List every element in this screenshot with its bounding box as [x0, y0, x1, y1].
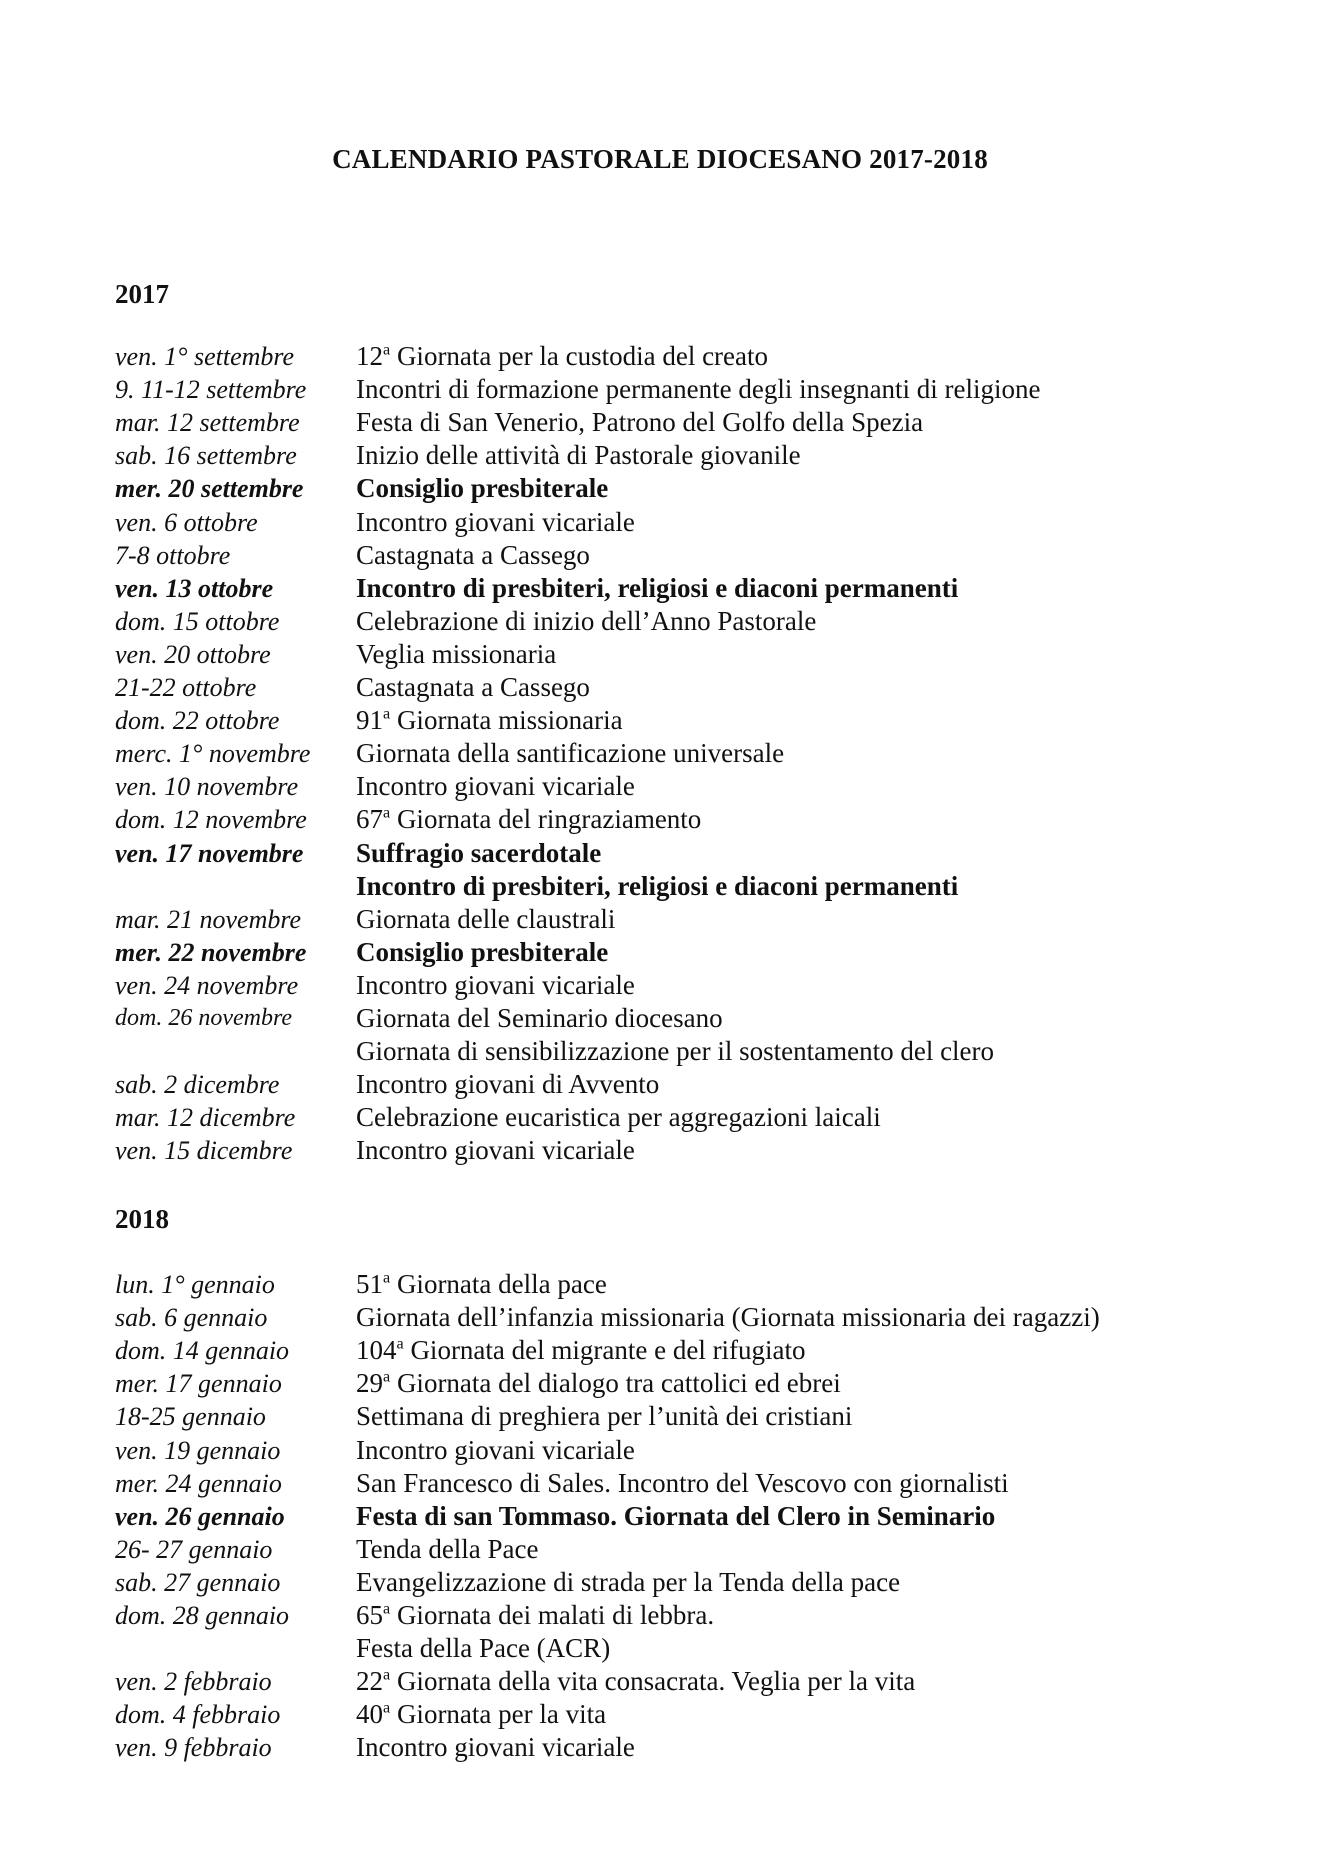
year-heading-2018: 2018 — [115, 1204, 169, 1234]
ordinal-suffix: a — [383, 1599, 391, 1618]
entry-date: sab. 27 gennaio — [115, 1567, 281, 1597]
event-text: Incontro di presbiteri, religiosi e diaconi permanenti — [356, 572, 959, 603]
entry-event — [356, 1500, 995, 1533]
entry-event — [356, 837, 601, 870]
entry-event — [356, 1400, 852, 1433]
entry-date: mar. 12 dicembre — [115, 1103, 296, 1133]
event-text: Incontro giovani vicariale — [356, 1135, 635, 1166]
event-text: San Francesco di Sales. Incontro del Vescovo con giornalisti — [356, 1467, 1009, 1498]
entry-date: ven. 9 febbraio — [115, 1733, 272, 1763]
event-text: Inizio delle attività di Pastorale giovanile — [356, 440, 801, 471]
event-text: Tenda della Pace — [356, 1533, 539, 1564]
entry-event — [356, 1698, 606, 1731]
entry-event — [356, 737, 784, 770]
entry-date: dom. 12 novembre — [115, 805, 307, 835]
event-text: Incontro giovani vicariale — [356, 1434, 635, 1465]
entry-date: dom. 28 gennaio — [115, 1601, 290, 1630]
ordinal-number: 12 — [356, 341, 383, 371]
entry-event — [356, 803, 701, 836]
event-text: Giornata di sensibilizzazione per il sostentamento del clero — [356, 1036, 995, 1067]
entry-date: dom. 22 ottobre — [115, 706, 280, 736]
ordinal-suffix: a — [383, 704, 391, 723]
entry-event — [356, 472, 608, 505]
entry-event — [356, 439, 801, 472]
entry-date: sab. 16 settembre — [115, 441, 297, 471]
ordinal-number: 65 — [356, 1600, 383, 1630]
entry-date: ven. 15 dicembre — [115, 1136, 293, 1166]
entry-event — [356, 770, 635, 803]
entry-date: 21-22 ottobre — [115, 673, 257, 702]
entry-event — [356, 1334, 806, 1367]
ordinal-number: 22 — [356, 1666, 383, 1697]
entry-event — [356, 1533, 539, 1566]
entry-date: mer. 17 gennaio — [115, 1369, 282, 1399]
event-text: Consiglio presbiterale — [356, 936, 609, 967]
entry-date: dom. 26 novembre — [115, 1005, 293, 1031]
entry-date: merc. 1° novembre — [115, 739, 311, 769]
entry-event — [356, 572, 958, 605]
entry-date: ven. 20 ottobre — [115, 639, 271, 669]
event-text: Incontro giovani vicariale — [356, 506, 635, 537]
event-text: Incontri di formazione permanente degli insegnanti di religione — [356, 374, 1041, 405]
entry-event — [356, 1467, 1009, 1500]
entry-date: ven. 19 gennaio — [115, 1435, 281, 1465]
event-text: Festa di san Tommaso. Giornata del Clero in Seminario — [356, 1500, 996, 1531]
event-text: Giornata per la vita — [396, 1699, 607, 1730]
entry-date: lun. 1° gennaio — [115, 1270, 275, 1299]
event-text: Giornata del ringraziamento — [396, 804, 702, 835]
entry-event — [356, 1268, 607, 1301]
entry-event — [356, 1731, 635, 1764]
entry-date: mer. 20 settembre — [115, 474, 304, 504]
ordinal-number: 104 — [356, 1335, 397, 1366]
event-text: Giornata della santificazione universale — [356, 738, 785, 769]
event-text: Castagnata a Cassego — [356, 539, 590, 570]
entry-event — [356, 704, 623, 737]
event-text: Suffragio sacerdotale — [356, 837, 602, 868]
entry-date: 26- 27 gennaio — [115, 1534, 273, 1564]
event-text: Giornata del dialogo tra cattolici ed ebrei — [396, 1368, 841, 1399]
entry-event — [356, 373, 1041, 406]
year-heading-2017: 2017 — [115, 279, 169, 309]
entry-date: ven. 13 ottobre — [115, 573, 274, 603]
entry-event — [356, 1599, 714, 1632]
entry-date: ven. 2 febbraio — [115, 1667, 272, 1697]
ordinal-suffix: a — [383, 1698, 391, 1717]
entry-date: dom. 15 ottobre — [115, 606, 280, 636]
entry-event — [356, 969, 635, 1002]
event-text: Incontro giovani di Avvento — [356, 1069, 660, 1100]
entry-date: ven. 1° settembre — [115, 342, 295, 371]
entry-date: dom. 4 febbraio — [115, 1700, 281, 1730]
event-text: Settimana di preghiera per l’unità dei cristiani — [356, 1401, 853, 1432]
event-text: Incontro giovani vicariale — [356, 771, 635, 802]
entry-event — [356, 1566, 900, 1599]
event-text: Consiglio presbiterale — [356, 473, 609, 504]
event-text: Giornata del Seminario diocesano — [356, 1003, 723, 1033]
ordinal-suffix: a — [383, 1367, 391, 1386]
ordinal-suffix: a — [383, 340, 391, 359]
entry-event — [356, 1068, 659, 1101]
entry-event — [356, 605, 816, 638]
ordinal-number: 29 — [356, 1368, 383, 1399]
entry-event — [356, 406, 923, 439]
event-text: Giornata delle claustrali — [356, 903, 616, 934]
event-text: Veglia missionaria — [356, 638, 557, 669]
entry-date: dom. 14 gennaio — [115, 1336, 290, 1366]
ordinal-number: 67 — [356, 804, 383, 835]
entry-date: mar. 12 settembre — [115, 408, 300, 438]
entry-event — [356, 1101, 881, 1134]
event-text: Incontro giovani vicariale — [356, 1732, 635, 1763]
ordinal-number: 51 — [356, 1269, 383, 1299]
entry-event — [356, 1002, 723, 1035]
entry-event — [356, 340, 768, 373]
event-text: Celebrazione eucaristica per aggregazioni laicali — [356, 1102, 881, 1133]
entry-event — [356, 903, 615, 936]
event-text: Incontro di presbiteri, religiosi e diaconi permanenti — [356, 870, 959, 901]
event-text: Giornata della vita consacrata. Veglia per la vita — [396, 1666, 916, 1697]
entry-event — [356, 506, 635, 539]
event-text: Celebrazione di inizio dell’Anno Pastorale — [356, 605, 817, 636]
entry-date: mer. 24 gennaio — [115, 1468, 282, 1498]
entry-date: sab. 2 dicembre — [115, 1070, 280, 1100]
entry-date: ven. 10 novembre — [115, 772, 299, 802]
event-text: Giornata missionaria — [396, 705, 623, 736]
ordinal-suffix: a — [383, 1665, 391, 1684]
entry-date: sab. 6 gennaio — [115, 1303, 268, 1333]
entry-event — [356, 671, 590, 704]
event-text: Festa di San Venerio, Patrono del Golfo della Spezia — [356, 407, 924, 438]
ordinal-suffix: a — [383, 803, 391, 822]
event-text: Giornata dell’infanzia missionaria (Giornata missionaria dei ragazzi) — [356, 1302, 1100, 1333]
ordinal-suffix: a — [396, 1334, 404, 1353]
entry-date: 9. 11-12 settembre — [115, 375, 307, 405]
entry-date: ven. 26 gennaio — [115, 1501, 285, 1531]
entry-date: ven. 24 novembre — [115, 970, 299, 1000]
event-text: Incontro giovani vicariale — [356, 969, 635, 1000]
entry-event — [356, 936, 608, 969]
entry-event — [356, 1035, 994, 1068]
ordinal-number: 91 — [356, 705, 383, 736]
entry-event — [356, 1632, 610, 1665]
event-text: Giornata dei malati di lebbra. — [396, 1600, 715, 1630]
event-text: Castagnata a Cassego — [356, 672, 590, 702]
entry-event — [356, 539, 590, 572]
entry-date: mar. 21 novembre — [115, 904, 302, 934]
ordinal-number: 40 — [356, 1699, 383, 1730]
event-text: Giornata per la custodia del creato — [396, 341, 769, 371]
entry-event — [356, 870, 958, 903]
entry-event — [356, 1367, 841, 1400]
entry-date: mer. 22 novembre — [115, 937, 307, 967]
entry-date: 18-25 gennaio — [115, 1402, 266, 1432]
event-text: Festa della Pace (ACR) — [356, 1633, 611, 1664]
ordinal-suffix: a — [383, 1268, 391, 1287]
page-title: CALENDARIO PASTORALE DIOCESANO 2017-2018 — [332, 144, 988, 174]
event-text: Giornata del migrante e del rifugiato — [410, 1335, 806, 1366]
entry-event — [356, 1301, 1100, 1334]
entry-event — [356, 1665, 915, 1698]
event-text: Giornata della pace — [396, 1269, 607, 1299]
entry-event — [356, 1434, 635, 1467]
entry-date: ven. 6 ottobre — [115, 507, 258, 537]
entry-event — [356, 638, 556, 671]
entry-date: 7-8 ottobre — [115, 540, 231, 570]
entry-date: ven. 17 novembre — [115, 838, 304, 868]
event-text: Evangelizzazione di strada per la Tenda della pace — [356, 1566, 901, 1597]
entry-event — [356, 1134, 635, 1167]
